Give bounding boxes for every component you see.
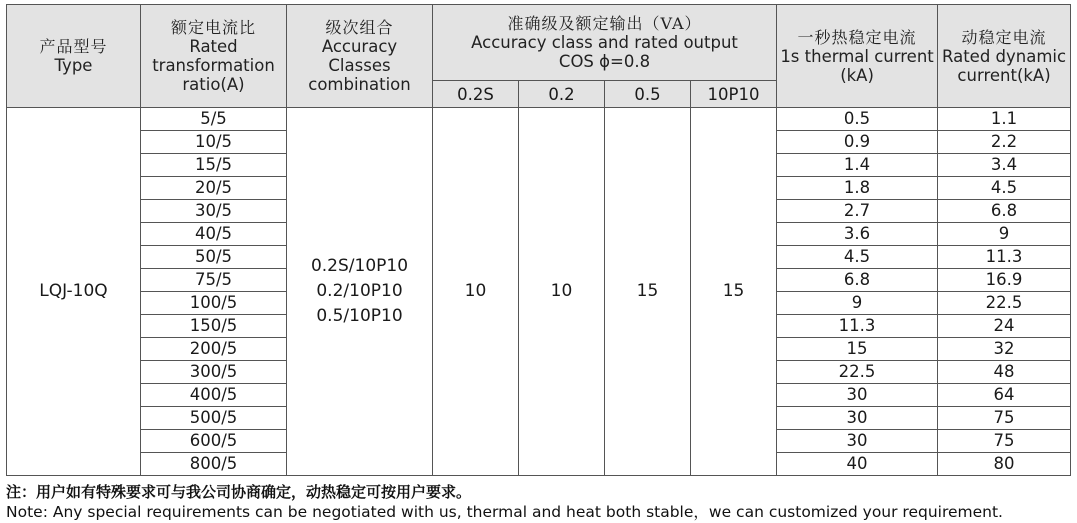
thermal-cell: 40: [777, 453, 938, 476]
header-accuracy-zh: 准确级及额定输出（VA）: [507, 14, 702, 33]
dynamic-cell: 1.1: [938, 108, 1071, 131]
header-dynamic-en2: current(kA): [957, 65, 1051, 85]
ratio-cell: 20/5: [141, 177, 287, 200]
header-ratio-zh: 额定电流比: [170, 18, 256, 37]
thermal-cell: 2.7: [777, 200, 938, 223]
dynamic-cell: 4.5: [938, 177, 1071, 200]
ratio-cell: 500/5: [141, 407, 287, 430]
dynamic-cell: 11.3: [938, 246, 1071, 269]
thermal-cell: 0.9: [777, 131, 938, 154]
dynamic-cell: 32: [938, 338, 1071, 361]
dynamic-cell: 22.5: [938, 292, 1071, 315]
dynamic-cell: 6.8: [938, 200, 1071, 223]
rated-output-cell: 10: [519, 108, 605, 476]
header-type-en: Type: [54, 56, 93, 75]
dynamic-cell: 48: [938, 361, 1071, 384]
header-accuracy-en1: Accuracy class and rated output: [471, 33, 738, 52]
thermal-cell: 3.6: [777, 223, 938, 246]
class-combination-item: 0.5/10P10: [316, 306, 403, 326]
ratio-cell: 100/5: [141, 292, 287, 315]
header-thermal: [777, 5, 938, 108]
thermal-cell: 11.3: [777, 315, 938, 338]
header-dynamic-en1: Rated dynamic: [942, 46, 1067, 66]
header-type-zh: 产品型号: [39, 37, 108, 56]
header-classes: [287, 5, 433, 108]
ratio-cell: 800/5: [141, 453, 287, 476]
ratio-cell: 5/5: [141, 108, 287, 131]
notes: [6, 482, 1003, 522]
header-thermal-zh: 一秒热稳定电流: [797, 27, 917, 47]
dynamic-cell: 75: [938, 430, 1071, 453]
dynamic-cell: 2.2: [938, 131, 1071, 154]
header-dynamic-zh: 动稳定电流: [961, 27, 1047, 47]
header-accuracy: [433, 5, 777, 81]
thermal-cell: 30: [777, 430, 938, 453]
header-classes-zh: 级次组合: [325, 18, 394, 37]
note-zh: 注：用户如有特殊要求可与我公司协商确定，动热稳定可按用户要求。: [6, 483, 472, 501]
header-ratio-en3: ratio(A): [182, 75, 245, 94]
dynamic-cell: 75: [938, 407, 1071, 430]
ratio-cell: 15/5: [141, 154, 287, 177]
ratio-cell: 75/5: [141, 269, 287, 292]
dynamic-cell: 3.4: [938, 154, 1071, 177]
header-thermal-en1: 1s thermal current: [780, 46, 934, 66]
thermal-cell: 22.5: [777, 361, 938, 384]
dynamic-cell: 24: [938, 315, 1071, 338]
class-combination-item: 0.2S/10P10: [310, 256, 409, 276]
dynamic-cell: 16.9: [938, 269, 1071, 292]
header-ratio: [141, 5, 287, 108]
rated-output-cell: 10: [433, 108, 519, 476]
ratio-cell: 40/5: [141, 223, 287, 246]
table-row: [7, 108, 1071, 131]
header-accuracy-en2: COS ϕ=0.8: [558, 52, 651, 71]
dynamic-cell: 9: [938, 223, 1071, 246]
header-ratio-en1: Rated: [189, 37, 238, 56]
class-combination-cell: [287, 108, 433, 476]
subheader-0-2: 0.2: [519, 81, 605, 108]
type-cell: LQJ-10Q: [7, 108, 141, 476]
thermal-cell: 4.5: [777, 246, 938, 269]
subheader-0-2s: 0.2S: [433, 81, 519, 108]
rated-output-cell: 15: [605, 108, 691, 476]
header-classes-en1: Accuracy: [321, 37, 398, 56]
thermal-cell: 30: [777, 407, 938, 430]
header-type: [7, 5, 141, 108]
ratio-cell: 30/5: [141, 200, 287, 223]
thermal-cell: 1.4: [777, 154, 938, 177]
note-en: Note: Any special requirements can be negotiated with us, thermal and heat both stable，we can customized your requirement.: [6, 503, 1003, 521]
class-combination-item: 0.2/10P10: [316, 281, 403, 301]
ratio-cell: 200/5: [141, 338, 287, 361]
spec-table: [6, 4, 1071, 476]
header-dynamic: [938, 5, 1071, 108]
subheader-10p10: 10P10: [691, 81, 777, 108]
header-classes-en2: Classes: [328, 56, 391, 75]
subheader-0-5: 0.5: [605, 81, 691, 108]
thermal-cell: 30: [777, 384, 938, 407]
ratio-cell: 600/5: [141, 430, 287, 453]
ratio-cell: 10/5: [141, 131, 287, 154]
table-body: [7, 108, 1071, 476]
thermal-cell: 15: [777, 338, 938, 361]
ratio-cell: 300/5: [141, 361, 287, 384]
ratio-cell: 150/5: [141, 315, 287, 338]
header-ratio-en2: transformation: [152, 56, 275, 75]
rated-output-cell: 15: [691, 108, 777, 476]
ratio-cell: 50/5: [141, 246, 287, 269]
thermal-cell: 6.8: [777, 269, 938, 292]
thermal-cell: 9: [777, 292, 938, 315]
header-classes-en3: combination: [308, 75, 411, 94]
ratio-cell: 400/5: [141, 384, 287, 407]
dynamic-cell: 64: [938, 384, 1071, 407]
dynamic-cell: 80: [938, 453, 1071, 476]
header-thermal-en2: (kA): [840, 65, 874, 85]
thermal-cell: 1.8: [777, 177, 938, 200]
thermal-cell: 0.5: [777, 108, 938, 131]
